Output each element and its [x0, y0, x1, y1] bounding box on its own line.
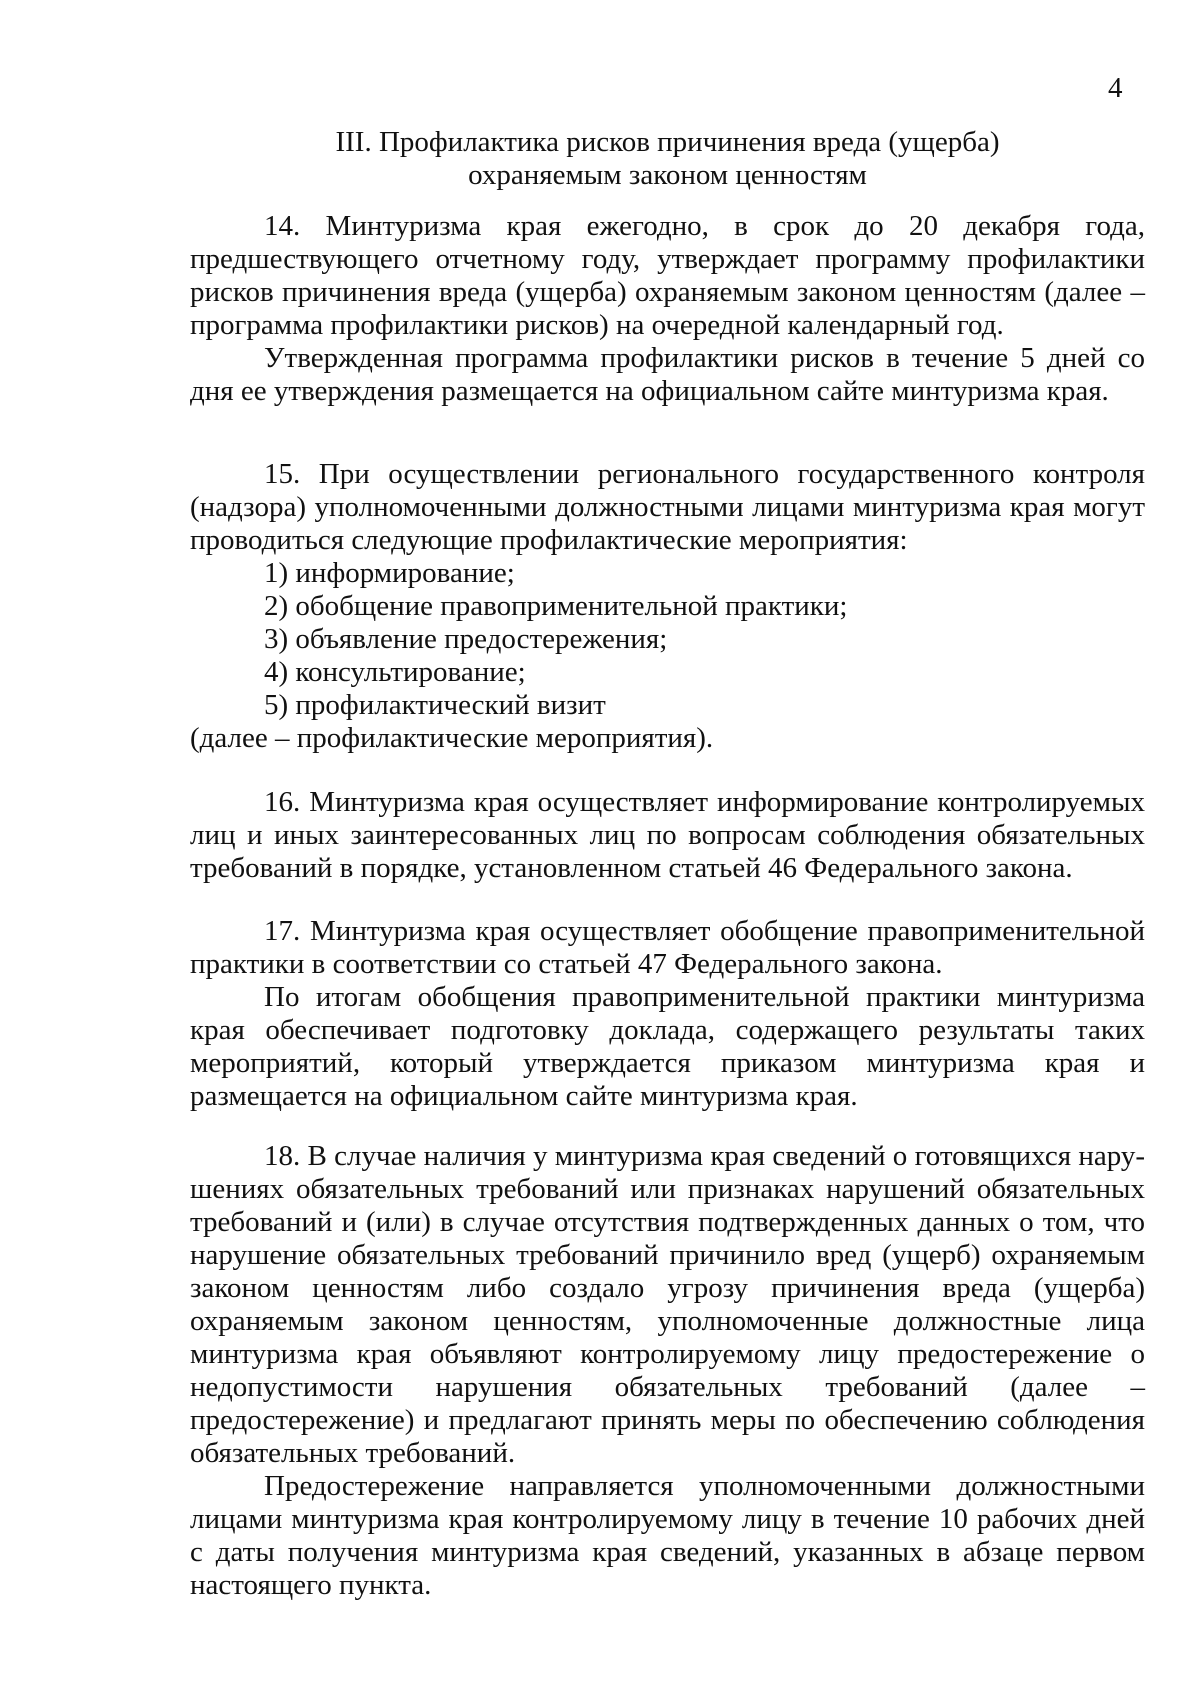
list-item: 5) профилактический визит: [264, 689, 606, 721]
paragraph-14-text: 14. Минтуризма края ежегодно, в срок до 20 декабря года, предшествующего отчетному году, утверждает программу профилактики рисков причинения вреда (ущерба) охраняемым законом ценностям (далее – программа профилактики рисков) на очередной календарный год.: [190, 210, 1145, 341]
section-title: [190, 126, 1145, 192]
list-item: 4) консультирование;: [264, 656, 526, 688]
paragraph-16: [190, 786, 1145, 885]
paragraph-14: [190, 210, 1145, 408]
list-item: 3) объявление предостережения;: [264, 623, 668, 655]
paragraph-15: [190, 458, 1145, 755]
paragraph-18: [190, 1140, 1145, 1602]
paragraph-15-tail: (далее – профилактические мероприятия).: [190, 722, 714, 754]
paragraph-16-text: 16. Минтуризма края осуществляет информирование контролируемых лиц и иных заинтересованных лиц по вопросам соблюдения обязательных требований в порядке, установленном статьей 46 Федерального закона.: [190, 786, 1145, 884]
section-title-line-1: III. Профилактика рисков причинения вреда (ущерба): [335, 126, 1000, 158]
paragraph-17-text-2: По итогам обобщения правоприменительной практики минтуризма края обеспечивает подготовку доклада, содержащего результаты таких мероприятий, который утверждается приказом минтуризма края и размещается на официальном сайте минтуризма края.: [190, 981, 1145, 1112]
paragraph-17: [190, 915, 1145, 1113]
paragraph-15-text: 15. При осуществлении регионального государственного контроля (надзора) уполномоченными должностными лицами минтуризма края могут проводиться следующие профилактические мероприятия:: [190, 458, 1145, 556]
paragraph-18-text-2: Предостережение направляется уполномоченными должностными лицами минтуризма края контролируемому лицу в течение 10 рабочих дней с даты получения минтуризма края сведений, указанных в абзаце первом настоящего пункта.: [190, 1470, 1145, 1601]
list-item: 1) информирование;: [264, 557, 515, 589]
paragraph-14-text-2: Утвержденная программа профилактики рисков в течение 5 дней со дня ее утверждения размещается на официальном сайте минтуризма края.: [190, 342, 1145, 407]
page-number: 4: [1108, 72, 1123, 104]
paragraph-17-text: 17. Минтуризма края осуществляет обобщение правоприменительной практики в соответствии со статьей 47 Федерального закона.: [190, 915, 1145, 980]
list-item: 2) обобщение правоприменительной практики;: [264, 590, 848, 622]
section-title-line-2: охраняемым законом ценностям: [468, 159, 867, 191]
paragraph-18-text: 18. В случае наличия у минтуризма края сведений о готовящихся нарушениях обязательных требований или признаках нарушений обязательных требований и (или) в случае отсутствия подтвержденных данных о том, что нарушение обязательных требований причинило вред (ущерб) охраняемым законом ценностям либо создало угрозу причинения вреда (ущерба) охраняемым законом ценностям, уполномоченные должностные лица минтуризма края объявляют контролируемому лицу предостережение о недопустимости нарушения обязательных требований (далее – предостережение) и предлагают принять меры по обеспечению соблюдения обязательных требований.: [190, 1140, 1145, 1469]
